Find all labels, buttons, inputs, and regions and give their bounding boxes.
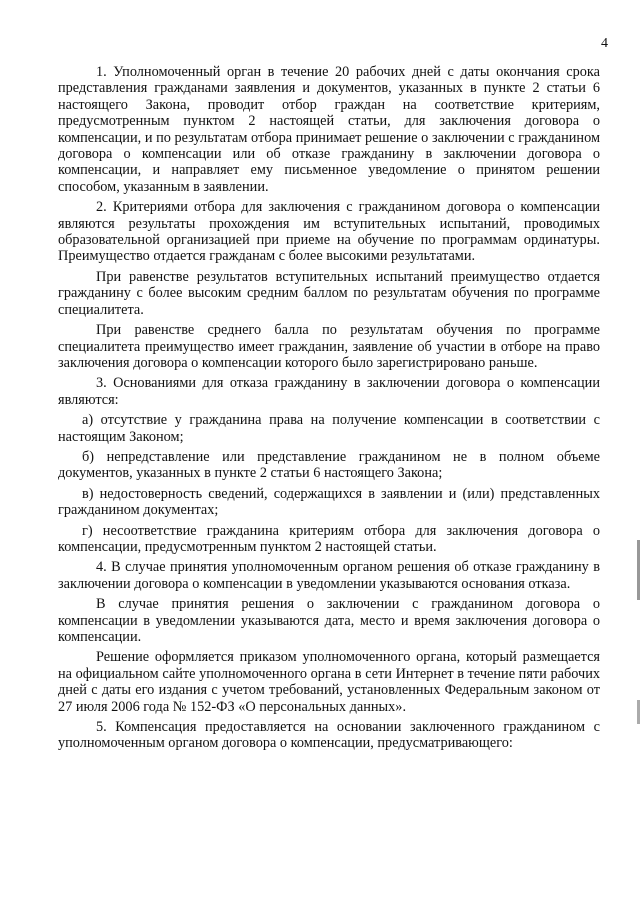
paragraph-item-5: 5. Компенсация предоставляется на основании заключенного гражданином с уполномоченным органом договора о компенсации, предусматривающего: [58, 719, 600, 752]
paragraph-conclusion-notice: В случае принятия решения о заключении с гражданином договора о компенсации в уведомлении указываются дата, место и время заключения договора о компенсации. [58, 596, 600, 645]
paragraph-item-1: 1. Уполномоченный орган в течение 20 рабочих дней с даты окончания срока представления гражданами заявления и документов, указанных в пункте 2 статьи 6 настоящего Закона, проводит отбор граждан на соответствие критериям, предусмотренным пунктом 2 настоящей статьи, для заключения договора о компенсации, и по результатам отбора принимает решение о заключении с гражданином договора о компенсации или об отказе гражданину в заключении договора о компенсации, и направляет ему письменное уведомление о принятом решении способом, указанным в заявлении. [58, 64, 600, 195]
paragraph-item-4: 4. В случае принятия уполномоченным органом решения об отказе гражданину в заключении договора о компенсации в уведомлении указываются основания отказа. [58, 559, 600, 592]
list-item-g: г) несоответствие гражданина критериям отбора для заключения договора о компенсации, предусмотренным пунктом 2 настоящей статьи. [58, 522, 600, 555]
paragraph-item-3: 3. Основаниями для отказа гражданину в заключении договора о компенсации являются: [58, 375, 600, 408]
paragraph-item-2: 2. Критериями отбора для заключения с гражданином договора о компенсации являются результаты прохождения им вступительных испытаний, проводимых образовательной организацией при приеме на обучение по программам ординатуры. Преимущество отдается гражданам с более высокими результатами. [58, 199, 600, 265]
list-item-b: б) непредставление или представление гражданином не в полном объеме документов, указанных в пункте 2 статьи 6 настоящего Закона; [58, 448, 600, 482]
list-item-v: в) недостоверность сведений, содержащихся в заявлении и (или) представленных гражданином документах; [58, 485, 600, 519]
paragraph-equal-results: При равенстве результатов вступительных испытаний преимущество отдается гражданину с более высоким средним баллом по результатам обучения по программе специалитета. [58, 268, 600, 318]
paragraph-decision-order: Решение оформляется приказом уполномоченного органа, который размещается на официальном сайте уполномоченного органа в сети Интернет в течение пяти рабочих дней с даты его издания с учетом требований, установленных Федеральным законом от 27 июля 2006 года № 152-ФЗ «О персональных данных». [58, 649, 600, 715]
list-item-a: а) отсутствие у гражданина права на получение компенсации в соответствии с настоящим Законом; [58, 412, 600, 445]
paragraph-equal-average: При равенстве среднего балла по результатам обучения по программе специалитета преимущество имеет гражданин, заявление об участии в отборе на право заключения договора о компенсации которого было зарегистрировано раньше. [58, 322, 600, 371]
document-body [58, 64, 600, 756]
page-number: 4 [601, 36, 608, 51]
